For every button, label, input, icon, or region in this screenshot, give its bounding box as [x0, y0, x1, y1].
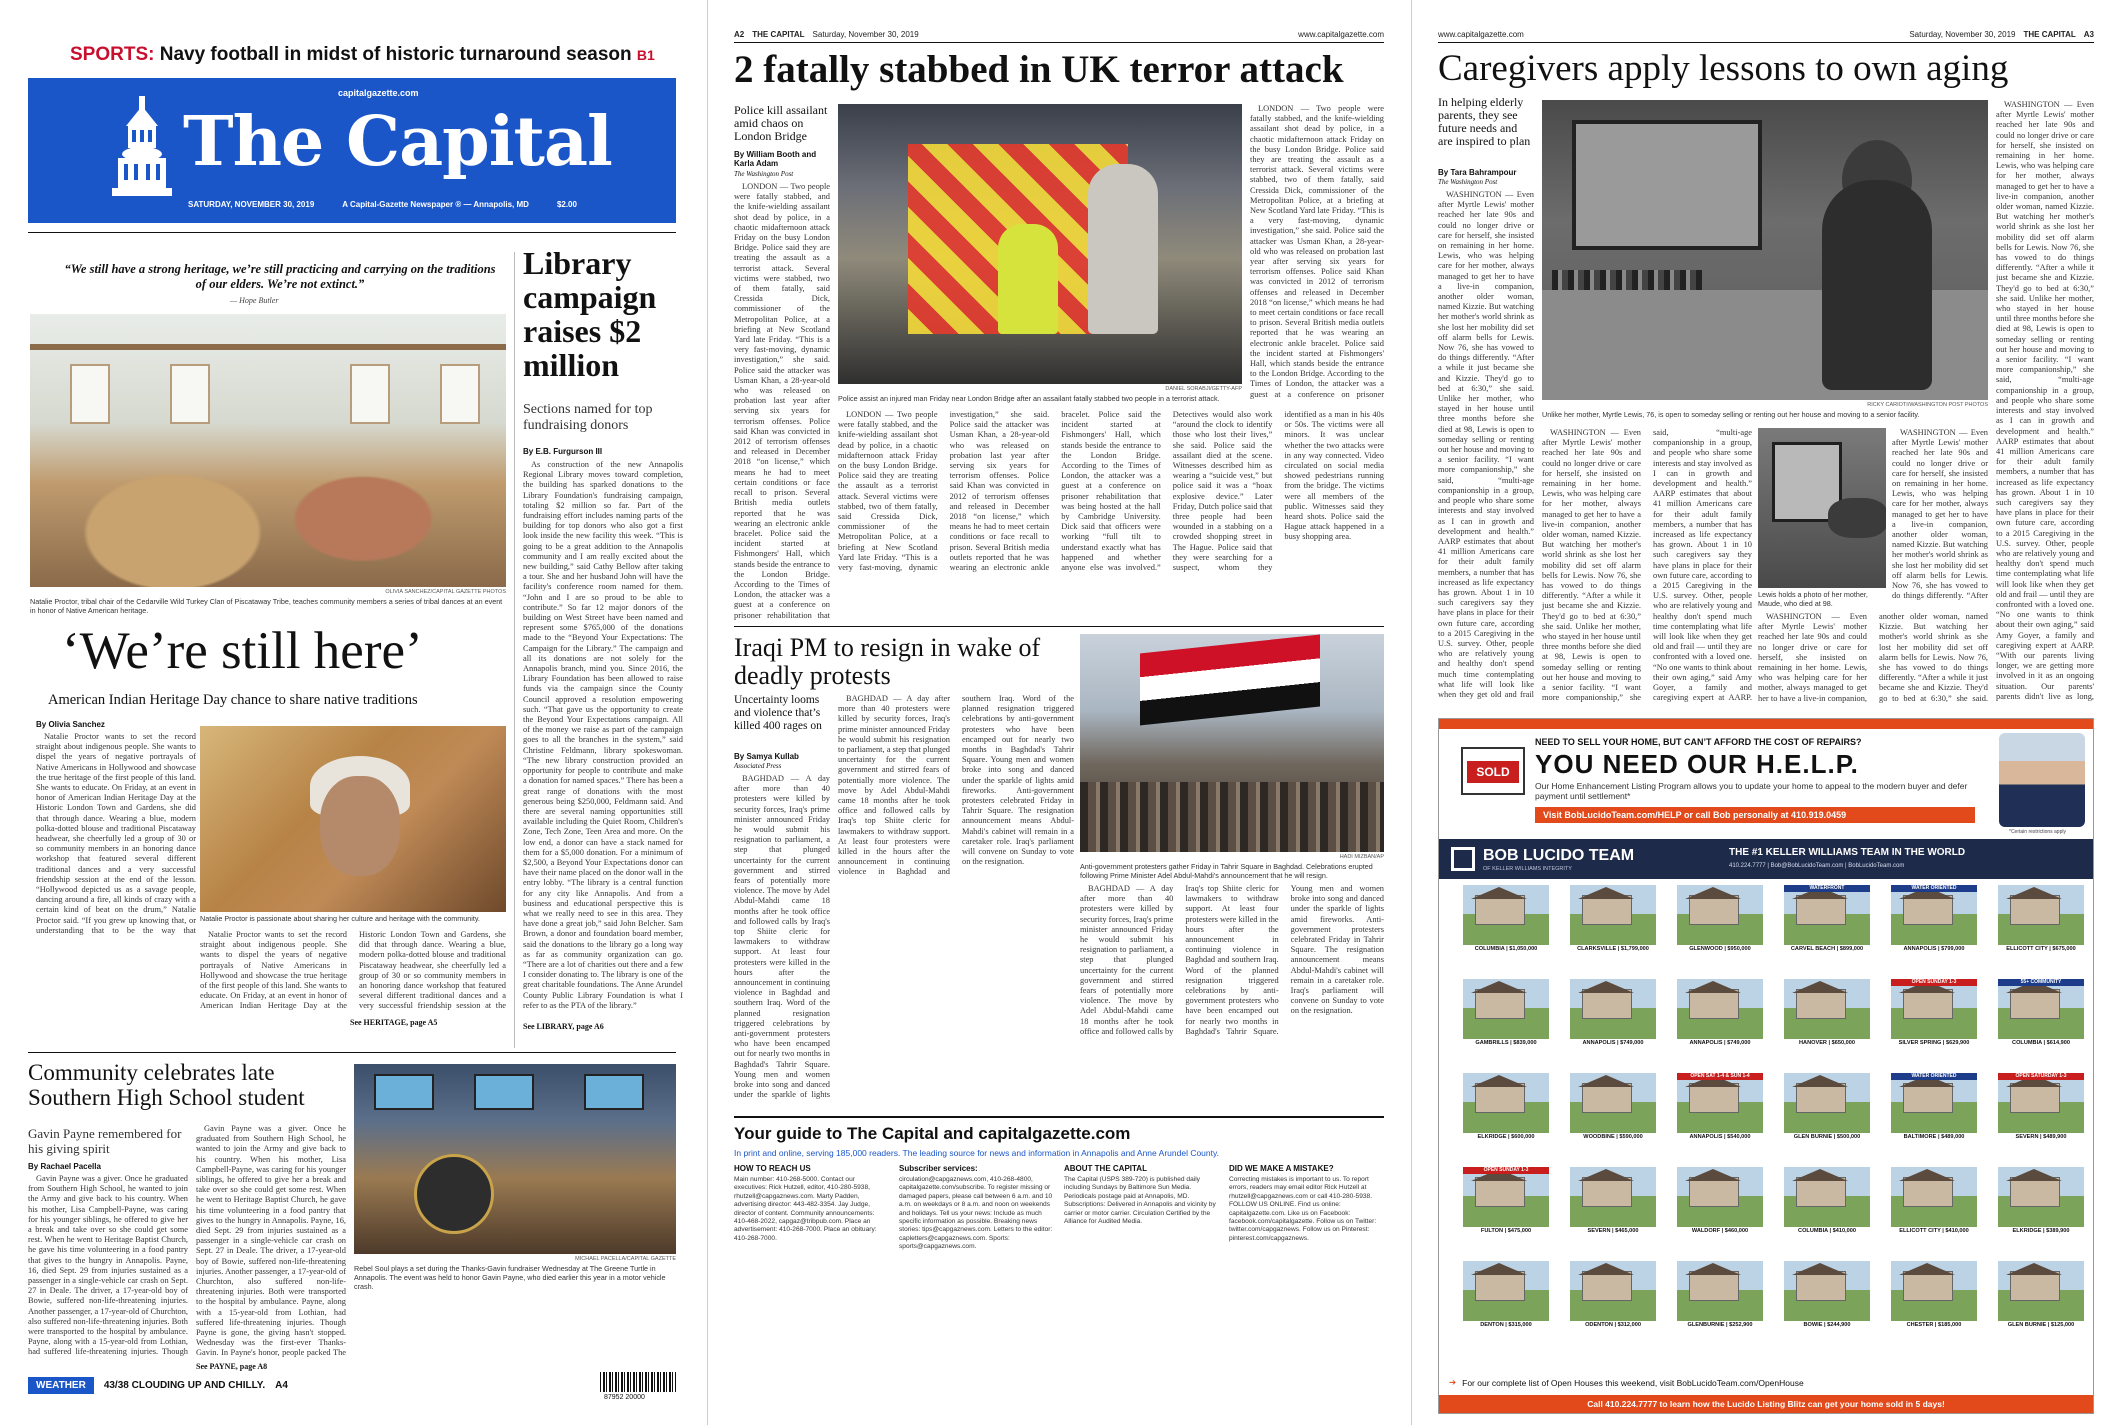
iraq-body-cols: [838, 694, 1074, 1108]
listing-banner: OPEN SUNDAY 1-3: [1463, 1167, 1549, 1174]
heritage-deck: American Indian Heritage Day chance to share native traditions: [48, 692, 418, 708]
guide-col-corrections: [1229, 1164, 1384, 1414]
house-photo: [1891, 1167, 1977, 1227]
page-gutter: [1411, 0, 1412, 1425]
weather-text: 43/38 CLOUDING UP AND CHILLY.: [103, 1379, 266, 1391]
listing-price: ANNAPOLIS | $749,000: [1689, 1040, 1751, 1046]
page-gutter: [707, 0, 708, 1425]
iraq-body-cont-text: BAGHDAD — A day after more than 40 protesters were killed by security forces, Iraq's prime minister announced Friday he would submit his resignation to parliament, a step that plunged uncertainty for the current government and stirred fears of potentially more violence. The move by Adel Abdul-Mahdi came 18 months after he took office and followed calls by Iraq's top Shiite cleric for lawmakers to withdraw support. At least four protesters were killed in the hours after the announcement in continuing violence in Baghdad and southern Iraq. Word of the planned resignation triggered celebrations by anti-government protesters who have been encamped out for nearly two months in Baghdad's Tahrir Square. Young men and women broke into song and danced under the sparkle of lights amid fireworks. Anti-government protesters celebrated Friday in Tahrir Square. The resignation announcement means Abdul-Mahdi's cabinet will remain in a caretaker role. Iraq's parliament will convene on Sunday to vote on the resignation.: [1080, 884, 1384, 1036]
listing-price: ELLICOTT CITY | $410,000: [1899, 1228, 1969, 1234]
listing-card[interactable]: [1891, 1167, 1977, 1235]
listing-price: COLUMBIA | $1,050,000: [1474, 946, 1538, 952]
listing-price: COLUMBIA | $410,000: [1798, 1228, 1856, 1234]
library-deck: Sections named for top fundraising donors: [523, 402, 653, 433]
barcode: [600, 1372, 676, 1392]
listing-card[interactable]: [1891, 1073, 1977, 1141]
house-photo: [1463, 1167, 1549, 1227]
listing-price: ANNAPOLIS | $799,000: [1903, 946, 1965, 952]
listing-price: GAMBRILLS | $839,000: [1475, 1040, 1537, 1046]
ad-cta[interactable]: Visit BobLucidoTeam.com/HELP or call Bob personally at 410.919.0459: [1535, 807, 1975, 823]
promo-text: Navy football in midst of historic turnaround season: [159, 44, 632, 65]
southern-jump[interactable]: See PAYNE, page A8: [196, 1362, 268, 1371]
listing-banner: OPEN SAT 1-4 & SUN 1-4: [1677, 1073, 1763, 1080]
listing-card[interactable]: [1677, 979, 1763, 1047]
listing-price: COLUMBIA | $614,900: [2012, 1040, 2070, 1046]
house-photo: [1463, 885, 1549, 945]
pull-quote: “We still have a strong heritage, we’re still practicing and carrying on the traditions of our elders. We’re not extinct.”: [64, 262, 496, 291]
myrtle-lewis-photo: [1542, 100, 1988, 400]
guide-col-about: [1064, 1164, 1219, 1414]
team-banner: [1439, 839, 2093, 879]
fundraiser-band-photo: [354, 1064, 676, 1254]
library-body: [523, 460, 683, 1020]
a2-folio: [734, 30, 919, 39]
listing-price: GLENWOOD | $950,000: [1689, 946, 1751, 952]
terror-body-cont: [838, 410, 1384, 620]
listing-price: ELKRIDGE | $600,000: [1477, 1134, 1535, 1140]
caregivers-photo-credit: RICKY CARIOTI/WASHINGTON POST PHOTOS: [1867, 402, 1988, 408]
listing-banner: 55+ COMMUNITY: [1998, 979, 2084, 986]
house-photo: [1677, 1261, 1763, 1321]
listing-price: GLEN BURNIE | $125,000: [2007, 1322, 2075, 1328]
a3-folio-rule: [1438, 42, 2094, 43]
team-contact[interactable]: 410.224.7777 | Bob@BobLucidoTeam.com | BobLucidoTeam.com: [1729, 863, 1905, 869]
listing-card[interactable]: [1891, 885, 1977, 953]
caregivers-body-cols: [1542, 428, 1752, 710]
house-photo: [1998, 1261, 2084, 1321]
caregivers-body-low: [1758, 612, 1988, 710]
iraq-body-cont: [1080, 884, 1384, 1108]
listing-price: GLENBURNIE | $252,900: [1687, 1322, 1753, 1328]
photo1-caption: Natalie Proctor, tribal chair of the Cedarville Wild Turkey Clan of Piscataway Tribe, teaches community members a series of tribal dances at an event in honor of Native American heritage.: [30, 597, 503, 615]
iraq-body-text: BAGHDAD — A day after more than 40 protesters were killed by security forces, Iraq's prime minister announced Friday he would submit his resignation to parliament, a step that plunged uncertainty for the current government and stirred fears of potentially more violence. The move by Adel Abdul-Mahdi came 18 months after he took office and followed calls by Iraq's top Shiite cleric for lawmakers to withdraw support. At least four protesters were killed in the hours after the announcement in continuing violence in Baghdad and southern Iraq. Word of the planned resignation triggered celebrations by anti-government protesters who have been encamped out for nearly two months in Baghdad's Tahrir Square. Young men and women broke into song and danced under the sparkle of lights: [734, 774, 830, 1100]
caregivers-body-col1: [1438, 190, 1534, 710]
caregivers-photo-caption: Unlike her mother, Myrtle Lewis, 76, is open to someday selling or renting out her house and moving to a senior facility.: [1542, 410, 1920, 419]
house-photo: [1570, 979, 1656, 1039]
library-body-text: As construction of the new Annapolis Regional Library moves toward completion, the building has sparked donations to the Library Foundation's fundraising campaign, totaling $2 million so far. Part of the fundraising effort includes naming parts of the building for top donors who also got a first look inside the new facility this week. “This is going to be a great addition to the Annapolis community and I am really excited about the new building,” said Cathy Bellow after taking a tour. She and her husband John will have the facility's conference room named for them. “John and I are so proud to be able to contribute.” So far 12 major donors of the building on West Street have been named and represent some $765,000 of the donations made to the “Beyond Your Expectations: The Campaign for the Library.” The campaign and all its donations are not solely for the Annapolis branch, mind you. Since 2016, the Library Foundation has been allowed to raise funds via the campaign since the County Council approved a resolution empowering such. “That gave us the opportunity to create the Beyond Your Expectations campaign. All of the money we raise as part of the campaign goes to all the branches in the system,” said Christine Feldmann, library spokeswoman. “The new library construction provided an opportunity for people to contribute and make a donation for named spaces.” There has been a great range of donations with the most generous being $250,000, Feldmann said. And there are several naming opportunities still available including the Quiet Room, Children's Zone, Tech Zone, Teen Area and more. On the low end, a donor can have a stack named for them for a $5,000 donation. For a minimum of $2,500, a Beyond Your Expectations donor can have their name placed on the donor wall in the entry lobby. “The library is a central function for any city like Annapolis. And from a business and educational perspective this is what we really need to see in this area. They have done a great job,” said John Belcher. Sam Brown, a donor and foundation board member, said the donations to the library go a long way as far as community organization can go. “There are a lot of charities out there and a few I consider donating to. The library is one of the great charitable foundations. The Anne Arundel County Public Library Foundation is what I refer to as the PTA of the library.”: [523, 460, 683, 1010]
iraq-byline: By Samya Kullab: [734, 752, 799, 761]
listing-price: SILVER SPRING | $629,900: [1898, 1040, 1970, 1046]
guide-rule: [734, 1116, 1384, 1118]
guide-col-head: DID WE MAKE A MISTAKE?: [1229, 1164, 1334, 1173]
caregivers-body-right: [1996, 100, 2094, 710]
arrow-icon: ➔: [1449, 1377, 1457, 1387]
listing-price: BALTIMORE | $489,000: [1903, 1134, 1965, 1140]
guide-col-subscriber: [899, 1164, 1054, 1414]
masthead-tagline: A Capital-Gazette Newspaper ® — Annapolis, MD: [342, 200, 529, 209]
heritage-body-col1: [36, 732, 196, 942]
weather-page: A4: [275, 1379, 288, 1391]
sports-promo[interactable]: [70, 44, 655, 66]
ad-text: Our Home Enhancement Listing Program allows you to update your home to appeal to the modern buyer and defer payment until settlement*: [1535, 781, 1968, 801]
listing-card[interactable]: [1784, 979, 1870, 1047]
guide-col-body: Main number: 410-268-5000. Contact our executives: Rick Hutzell, editor, 410-280-5938, rhutzell@capgaznews.com. Marty Padden, advertising director: 443-482-3354. Jay Judge, director of content. Community announcements: 410-468-2022, capgaz@tribpub.com. Place an advertisement: 410-268-7000. Place an obituary: 410-268-7000.: [734, 1176, 877, 1242]
heritage-headline[interactable]: ‘We’re still here’: [62, 622, 423, 680]
house-photo: [1463, 1073, 1549, 1133]
guide-col-reach: [734, 1164, 889, 1414]
dance-workshop-photo: [30, 314, 506, 587]
iraq-body-col1: [734, 774, 830, 1108]
a3-paper: THE CAPITAL: [2023, 30, 2076, 39]
terror-body-col1: [734, 182, 830, 622]
listing-banner: OPEN SATURDAY 1-3: [1998, 1073, 2084, 1080]
house-photo: [1784, 1261, 1870, 1321]
terror-body-text: LONDON — Two people were fatally stabbed, and the knife-wielding assailant shot dead by police, in a chaotic midafternoon attack Friday on the busy London Bridge. Police said they are treating the assault as a terrorist attack. Several victims were stabbed, two of them fatally, said Cressida Dick, commissioner of the Metropolitan Police, at a briefing at New Scotland Yard late Friday. “This is a very fast-moving, dynamic investigation,” she said. Police said the attacker was Usman Khan, a 28-year-old who was released on probation last year after serving six years for terrorism offenses. Police said Khan was convicted in 2012 of terrorism offenses and released in December 2018 “on license,” which means he had to meet certain conditions or face recall to prison. Several British media outlets reported that he was wearing an electronic ankle bracelet. Police said the incident started at Fishmongers' Hall, which stands beside the entrance to the London Bridge. According to the Times of London, the attacker was a guest at a conference on prisoner rehabilitation that: [734, 182, 830, 620]
caregivers-body-low-text: WASHINGTON — Even after Myrtle Lewis' mother reached her late 90s and could no longer drive or care for herself, she insisted on remaining in her home. Lewis, who was helping care for her mother, always managed to get her to have a live-in companion, another older woman, named Kizzie. But watching her mother's world shrink as she lost her mobility did set off alarm bells for Lewis. Now 76, she has vowed to do things differently. “After a while it just became she and Kizzie. They'd go to bed at 6:30,” she said.: [1758, 612, 1988, 703]
section-rule: [28, 1052, 676, 1053]
terror-photo-credit: DANIEL SORABJI/GETTY-AFP: [1165, 386, 1242, 392]
listing-card[interactable]: [1677, 885, 1763, 953]
listing-card[interactable]: [1570, 1167, 1656, 1235]
listing-price: SEVERN | $465,000: [1587, 1228, 1639, 1234]
weather-bar: [28, 1376, 288, 1394]
listing-card[interactable]: [1677, 1261, 1763, 1329]
front-page: [0, 0, 700, 1425]
terror-source: The Washington Post: [734, 170, 794, 178]
southern-photo-credit: MICHAEL PACELLA/CAPITAL GAZETTE: [575, 1256, 676, 1262]
listing-card[interactable]: [1570, 885, 1656, 953]
listing-price: ANNAPOLIS | $749,000: [1582, 1040, 1644, 1046]
page-a3: [1418, 0, 2114, 1425]
listing-banner: WATER ORIENTED: [1891, 885, 1977, 892]
ad-kicker: NEED TO SELL YOUR HOME, BUT CAN’T AFFORD THE COST OF REPAIRS?: [1535, 737, 1862, 747]
guide-col-body: circulation@capgaznews.com, 410-268-4800, capitalgazette.com/subscribe. To register missing or damaged papers, please call between 6 a.m. and 10 a.m. on weekdays or 8 a.m. and noon on weekends and holidays. Tell us your news: Include as much specific information as possible. Breaking news stories: tips@capgaznews.com. Letters to the editor: capletters@capgaznews.com. Sports: sports@capgaznews.com.: [899, 1176, 1053, 1251]
listing-card[interactable]: [1784, 885, 1870, 953]
masthead-date: SATURDAY, NOVEMBER 30, 2019: [188, 200, 315, 209]
house-photo: [1463, 979, 1549, 1039]
barcode-number: 87952 20000: [604, 1394, 645, 1401]
listing-card[interactable]: [1570, 1261, 1656, 1329]
state-house-icon: [112, 96, 172, 216]
a3-folio: [1909, 30, 2094, 39]
southern-body-text-cont: Gavin Payne was a giver. Once he graduated from Southern High School, he wanted to join the Army and give back to his country. When his mother, Lisa Campbell-Payne, was caring for his younger siblings, he offered to give her a break and take over so she could get some rest. When he went to Heritage Baptist Church, he gave his time volunteering in a food pantry that gives to the hungry in Annapolis. Payne, 16, died Sept. 29 from injuries sustained as a passenger in a single-vehicle car crash on Sept. 27 in Deale. The driver, a 17-year-old boy of Bowie, suffered non-life-threatening injuries. Another passenger, a 17-year-old of Churchton, also suffered non-life-threatening injuries. Both were transported to the hospital by ambulance. Payne, along with a 15-year-old from Lothian, had suffered life-threatening injuries. Though Payne is gone, the giving hasn't stopped. Wednesday was the first-ever Thanks-Gavin. In Payne's honor, people packed The: [196, 1124, 346, 1358]
terror-byline: By William Booth and Karla Adam: [734, 150, 817, 168]
listing-card[interactable]: [1998, 979, 2084, 1047]
promo-label: SPORTS:: [70, 44, 155, 65]
listing-card[interactable]: [1891, 1261, 1977, 1329]
library-byline: By E.B. Furgurson III: [523, 447, 603, 456]
listing-grid: [1445, 885, 2089, 1365]
house-photo: [1677, 1167, 1763, 1227]
terror-body-cont-text: LONDON — Two people were fatally stabbed, and the knife-wielding assailant shot dead by police, in a chaotic midafternoon attack Friday on the busy London Bridge. Police said they are treating the assault as a terrorist attack. Several victims were stabbed, two of them fatally, said Cressida Dick, commissioner of the Metropolitan Police, at a briefing at New Scotland Yard late Friday. “This is a very fast-moving, dynamic investigation,” she said. Police said the attacker was Usman Khan, a 28-year-old who was released on probation last year after serving six years for terrorism offenses. Police said Khan was convicted in 2012 of terrorism offenses and released in December 2018 “on license,” which means he had to meet certain conditions or face recall to prison. Several British media outlets reported that he was wearing an electronic ankle bracelet. Police said the incident started at Fishmongers' Hall, which stands beside the entrance to the London Bridge. According to the Times of London, the attacker was a guest at a conference on prisoner rehabilitation that was being hosted at the hall by Cambridge University. Dick said that officers were working “full tilt to understand exactly what has happened and whether anyone else was involved.” Detectives would also work “around the clock to identify those who lost their lives,” she said. Police said the assailant died at the scene. Witnesses described him as wearing a “suicide vest,” but police said it was a “hoax explosive device.” Later Friday, Dutch police said that three people had been wounded in a stabbing on a crowded shopping street in The Hague. Police said that they were searching for a suspect, whom they identified as a man in his 40s or 50s. The victims were all minors. It was unclear whether the two attacks were in any way connected. Video circulated on social media showed pedestrians running from the bridge. The victims were all members of the public. Witnesses said they heard shots. Police said the Hague attack happened in a busy shopping area.: [838, 410, 1384, 573]
caregivers-source: The Washington Post: [1438, 178, 1498, 186]
caregivers-body-cols-text: WASHINGTON — Even after Myrtle Lewis' mother reached her late 90s and could no longer drive or care for herself, she insisted on remaining in her home. Lewis, who was helping care for her mother, always managed to get her to have a live-in companion, another older woman, named Kizzie. But watching her mother's world shrink as she lost her mobility did set off alarm bells for Lewis. Now 76, she has vowed to do things differently. “After a while it just became she and Kizzie. They'd go to bed at 6:30,” she said. Unlike her mother, who stayed in her house until three months before she died at 98, Lewis is open to someday selling or renting out her house and moving to a senior facility. “I want more companionship,” she said, “multi-age companionship in a group, and people who share some interests and stay involved as I can in growth and development and health.” AARP estimates that about 41 million Americans care for their adult family members, a number that has increased as life expectancy has grown. About 1 in 10 such caregivers say they have plans in place for their own future care, according to a 2015 Caregiving in the U.S. survey. Other, people who are relatively young and healthy don't spend much time contemplating what life will look like when they get old and frail — until they are confronted with a loved one. “No one wants to think about their own aging,” said Amy Goyer, a family and caregiving expert at AARP.: [1542, 428, 1752, 703]
guide-subtitle: In print and online, serving 185,000 readers. The leading source for news and information in Annapolis and Anne Arundel County.: [734, 1148, 1219, 1158]
caregivers-body-mid-text: WASHINGTON — Even after Myrtle Lewis' mother reached her late 90s and could no longer drive or care for herself, she insisted on remaining in her home. Lewis, who was helping care for her mother, always managed to get her to have a live-in companion, another older woman, named Kizzie. But watching her mother's world shrink as she lost her mobility did set off alarm bells for Lewis. Now 76, she has vowed to do things differently. “After: [1892, 428, 1988, 601]
terror-body-side: [1250, 104, 1384, 404]
listing-card[interactable]: [1677, 1073, 1763, 1141]
guide-col-body: Correcting mistakes is important to us. To report errors, readers may email editor Rick Hutzell at rhutzell@capgaznews.com or call 410-280-5938. FOLLOW US ONLINE. Find us online: capitalgazette.com. Like us on Facebook: facebook.com/capitalgazette. Follow us on Twitter: twitter.com/capgaznews. Follow us on Pinterest: pinterest.com/capgaznews.: [1229, 1176, 1377, 1242]
ad-top-bar: [1439, 719, 2093, 729]
listing-price: CLARKSVILLE | $1,799,000: [1577, 946, 1649, 952]
heritage-jump[interactable]: See HERITAGE, page A5: [350, 1018, 438, 1027]
iraq-body-cols-text: BAGHDAD — A day after more than 40 protesters were killed by security forces, Iraq's prime minister announced Friday he would submit his resignation to parliament, a step that plunged uncertainty for the current government and stirred fears of potentially more violence. The move by Adel Abdul-Mahdi came 18 months after he took office and followed calls by Iraq's top Shiite cleric for lawmakers to withdraw support. At least four protesters were killed in the hours after the announcement in continuing violence in Baghdad and southern Iraq. Word of the planned resignation triggered celebrations by anti-government protesters who have been encamped out for nearly two months in Baghdad's Tahrir Square. Young men and women broke into song and danced under the sparkle of lights amid fireworks. Anti-government protesters celebrated Friday in Tahrir Square. The resignation announcement means Abdul-Mahdi's cabinet will remain in a caretaker role. Iraq's parliament will convene on Sunday to vote on the resignation.: [838, 694, 1074, 877]
listing-card[interactable]: [1570, 979, 1656, 1047]
listing-card[interactable]: [1677, 1167, 1763, 1235]
house-photo: [1998, 1167, 2084, 1227]
lucido-ad[interactable]: [1438, 718, 2094, 1414]
caregivers-body-right-text: WASHINGTON — Even after Myrtle Lewis' mother reached her late 90s and could no longer drive or care for herself, she insisted on remaining in her home. Lewis, who was helping care for her mother, always managed to get her to have a live-in companion, another older woman, named Kizzie. But watching her mother's world shrink as she lost her mobility did set off alarm bells for Lewis. Now 76, she has vowed to do things differently. “After a while it just became she and Kizzie. They'd go to bed at 6:30,” she said. Unlike her mother, who stayed in her house until three months before she died at 98, Lewis is open to someday selling or renting out her house and moving to a senior facility. “I want more companionship,” she said, “multi-age companionship in a group, and people who share some interests and stay involved as I can in growth and development and health.” AARP estimates that about 41 million Americans care for their adult family members, a number that has increased as life expectancy has grown. About 1 in 10 such caregivers say they have plans in place for their own future care, according to a 2015 Caregiving in the U.S. survey. Other, people who are relatively young and healthy don't spend much time contemplating what life will look like when they get old and frail — until they are confronted with a loved one. “No one wants to think about their own aging,” said Amy Goyer, a family and caregiving expert at AARP. “With our parents living longer, we are getting more involved in it as an ongoing situation. Our parents' parents didn't live as long,: [1996, 100, 2094, 701]
iraq-photo-credit: HADI MIZBAN/AP: [1339, 854, 1384, 860]
house-photo: [1891, 1261, 1977, 1321]
iraq-photo-caption: Anti-government protesters gather Friday in Tahrir Square in Baghdad. Celebrations erupted following Prime Minister Adel Abdul-Mahdi's announcement that he will resign.: [1080, 862, 1373, 880]
listing-price: ANNAPOLIS | $540,000: [1689, 1134, 1751, 1140]
team-subtitle: OF KELLER WILLIAMS INTEGRITY: [1483, 866, 1572, 872]
iraq-source: Associated Press: [734, 762, 782, 770]
house-photo: [1677, 885, 1763, 945]
listing-banner: WATERFRONT: [1784, 885, 1870, 892]
house-photo: [1998, 979, 2084, 1039]
listing-card[interactable]: [1463, 1073, 1549, 1141]
house-photo: [1677, 979, 1763, 1039]
house-photo: [1570, 1073, 1656, 1133]
house-photo: [1891, 979, 1977, 1039]
a2-paper: THE CAPITAL: [752, 30, 805, 39]
sold-label: SOLD: [1467, 761, 1519, 783]
southern-headline[interactable]: Community celebrates late Southern High School student: [28, 1060, 305, 1110]
listing-card[interactable]: [1891, 979, 1977, 1047]
listing-price: WOODBINE | $590,000: [1583, 1134, 1643, 1140]
listing-price: WALDORF | $460,000: [1691, 1228, 1749, 1234]
team-name: BOB LUCIDO TEAM: [1483, 847, 1635, 864]
listing-price: GLEN BURNIE | $500,000: [1793, 1134, 1861, 1140]
listing-card[interactable]: [1998, 1261, 2084, 1329]
caregivers-byline: By Tara Bahrampour: [1438, 168, 1517, 177]
caregivers-body-mid: [1892, 428, 1988, 610]
masthead: [28, 78, 676, 223]
guide-col-body: The Capital (USPS 389-720) is published daily including Sundays by Baltimore Sun Media. Periodicals postage paid at Annapolis, MD. Subscriptions: Delivered in Annapolis and vicinity by carrier or motor carrier. Circulation Certified by the Alliance for Audited Media.: [1064, 1176, 1216, 1226]
house-photo: [1784, 979, 1870, 1039]
a3-page-number: A3: [2083, 30, 2094, 39]
house-photo: [1891, 885, 1977, 945]
house-photo: [1891, 1073, 1977, 1133]
heritage-body-text: Natalie Proctor wants to set the record straight about indigenous people. She wants to dispel the years of negative portrayals of Native Americans in Hollywood and showcase the true heritage of the first people of this land. She wants to educate. On Friday, at an event in honor of American Indian Heritage Day at the Historic London Town and Gardens, she did that through dance. Wearing a blue, modern polka-dotted blouse and traditional Piscataway headwear, she cheerfully led a group of 30 or so community members in an honoring dance workshop that featured several different traditional dances and a very successful friendship session at the end of the lesson. “Hollywood depicted us as a savage people, dancing around a fire, all kinds of crazy with a certain kind of beat on the drum,” Natalie Proctor said. “If you grew up knowing that, or understanding that to be the way that: [36, 732, 196, 935]
southern-photo-caption: Rebel Soul plays a set during the Thanks-Gavin fundraiser Wednesday at The Greene Turtle in Annapolis. The event was held to honor Gavin Payne, who died earlier this year in a motor vehicle crash.: [354, 1264, 666, 1291]
listing-card[interactable]: [1463, 1261, 1549, 1329]
listing-price: ODENTON | $312,000: [1585, 1322, 1641, 1328]
listing-card[interactable]: [1998, 885, 2084, 953]
weather-label: WEATHER: [28, 1377, 94, 1394]
house-photo: [1570, 885, 1656, 945]
masthead-url[interactable]: capitalgazette.com: [338, 88, 419, 98]
house-photo: [1784, 1167, 1870, 1227]
southern-byline: By Rachael Pacella: [28, 1162, 101, 1171]
masthead-title[interactable]: The Capital: [183, 102, 612, 182]
iraq-headline[interactable]: Iraqi PM to resign in wake of deadly protests: [734, 633, 1041, 690]
terror-body-side-text: LONDON — Two people were fatally stabbed, and the knife-wielding assailant shot dead by police, in a chaotic midafternoon attack Friday on the busy London Bridge. Police said they are treating the assault as a terrorist attack. Several victims were stabbed, two of them fatally, said Cressida Dick, commissioner of the Metropolitan Police, at a briefing at New Scotland Yard late Friday. “This is a very fast-moving, dynamic investigation,” she said. Police said the attacker was Usman Khan, a 28-year-old who was released on probation last year after serving six years for terrorism offenses. Police said Khan was convicted in 2012 of terrorism offenses and released in December 2018 “on license,” which means he had to meet certain conditions or face recall to prison. Several British media outlets reported that he was wearing an electronic ankle bracelet. Police said the incident started at Fishmongers' Hall, which stands beside the entrance to the London Bridge. According to the Times of London, the attacker was a guest at a conference on prisoner: [1250, 104, 1384, 399]
a2-url[interactable]: www.capitalgazette.com: [1298, 30, 1384, 39]
a2-section-rule: [734, 626, 1384, 627]
agent-portrait: [1999, 733, 2085, 827]
southern-body-col2: [196, 1124, 346, 1360]
ad-footer-link: For our complete list of Open Houses this weekend, visit BobLucidoTeam.com/OpenHouse: [1462, 1377, 1804, 1388]
iraq-deck: Uncertainty looms and violence that’s killed 400 rages on: [734, 694, 822, 732]
guide-columns: [734, 1164, 1384, 1414]
ad-footer-bar[interactable]: Call 410.224.7777 to learn how the Lucido Listing Blitz can get your home sold in 5 days!: [1439, 1395, 2093, 1413]
listing-card[interactable]: [1463, 885, 1549, 953]
caregivers-deck: In helping elderly parents, they see future needs and are inspired to plan: [1438, 95, 1531, 148]
listing-card[interactable]: [1463, 979, 1549, 1047]
library-headline[interactable]: Library campaign raises $2 million: [523, 245, 657, 383]
listing-card[interactable]: [1570, 1073, 1656, 1141]
proctor-portrait-photo: [200, 726, 506, 912]
listing-card[interactable]: [1784, 1073, 1870, 1141]
heritage-body-text-cont: Natalie Proctor wants to set the record straight about indigenous people. She wants to dispel the years of negative portrayals of Native Americans in Hollywood and showcase the true heritage of the first people of this land. She wants to educate. On Friday, at an event in honor of American Indian Heritage Day at the Historic London Town and Gardens, she did that through dance. Wearing a blue, modern polka-dotted blouse and traditional Piscataway headwear, she cheerfully led a group of 30 or so community members in an honoring dance workshop that featured several different traditional dances and a very successful friendship session at the: [200, 930, 506, 1011]
masthead-dateline: [188, 200, 577, 209]
a2-folio-rule: [734, 42, 1384, 43]
team-rank: THE #1 KELLER WILLIAMS TEAM IN THE WORLD: [1729, 847, 1966, 858]
listing-price: CARVEL BEACH | $899,000: [1790, 946, 1864, 952]
column-divider: [514, 252, 515, 1048]
listing-price: HANOVER | $650,000: [1799, 1040, 1855, 1046]
terror-headline[interactable]: 2 fatally stabbed in UK terror attack: [734, 48, 1344, 91]
a3-date: Saturday, November 30, 2019: [1909, 30, 2016, 39]
a3-url[interactable]: www.capitalgazette.com: [1438, 30, 1524, 39]
sold-sign-icon: [1461, 747, 1525, 795]
listing-card[interactable]: [1998, 1167, 2084, 1235]
ad-headline: YOU NEED OUR H.E.L.P.: [1535, 749, 1859, 779]
tahrir-square-photo: [1080, 634, 1384, 852]
house-photo: [1998, 1073, 2084, 1133]
caregivers-headline[interactable]: Caregivers apply lessons to own aging: [1438, 48, 2009, 89]
guide-col-head: HOW TO REACH US: [734, 1164, 811, 1173]
listing-banner: WATER ORIENTED: [1891, 1073, 1977, 1080]
listing-price: CHESTER | $185,000: [1906, 1322, 1962, 1328]
caregivers-photo2-caption: Lewis holds a photo of her mother, Maude, who died at 98.: [1758, 590, 1868, 608]
caregivers-body-text: WASHINGTON — Even after Myrtle Lewis' mother reached her late 90s and could no longer drive or care for herself, she insisted on remaining in her home. Lewis, who was helping care for her mother, always managed to get her to have a live-in companion, another older woman, named Kizzie. But watching her mother's world shrink as she lost her mobility did set off alarm bells for Lewis. Now 76, she has vowed to do things differently. “After a while it just became she and Kizzie. They'd go to bed at 6:30,” she said. Unlike her mother, who stayed in her house until three months before she died at 98, Lewis is open to someday selling or renting out her house and moving to a senior facility. “I want more companionship,” she said, “multi-age companionship in a group, and people who share some interests and stay involved as I can in growth and development and health.” AARP estimates that about 41 million Americans care for their adult family members, a number that has increased as life expectancy has grown. About 1 in 10 such caregivers say they have plans in place for their own future care, according to a 2015 Caregiving in the U.S. survey. Other, people who are relatively young and healthy don't spend much time contemplating what life will look like when they get old and frail: [1438, 190, 1534, 699]
a2-page-number: A2: [734, 30, 745, 39]
guide-col-head: Subscriber services:: [899, 1164, 978, 1173]
house-photo: [1570, 1167, 1656, 1227]
house-photo: [1463, 1261, 1549, 1321]
house-photo: [1570, 1261, 1656, 1321]
southern-body-text: Gavin Payne was a giver. Once he graduated from Southern High School, he wanted to join the Army and give back to his country. When his mother, Lisa Campbell-Payne, was caring for his younger siblings, he offered to give her a break and take over so she could get some rest. When he went to Heritage Baptist Church, he gave his time volunteering in a food pantry that gives to the hungry in Annapolis. Payne, 16, died Sept. 29 from injuries sustained as a passenger in a single-vehicle car crash on Sept. 27 in Deale. The driver, a 17-year-old boy of Bowie, suffered non-life-threatening injuries. Another passenger, a 17-year-old of Churchton, also suffered non-life-threatening injuries. Both were transported to the hospital by ambulance. Payne, along with a 15-year-old from Lothian, had suffered life-threatening injuries. Though: [28, 1174, 188, 1357]
team-logo-icon: [1451, 847, 1475, 871]
listing-price: ELLICOTT CITY | $675,000: [2006, 946, 2076, 952]
house-photo: [1784, 1073, 1870, 1133]
listing-price: SEVERN | $489,900: [2015, 1134, 2067, 1140]
london-bridge-photo: [838, 104, 1242, 384]
maude-photo: [1758, 428, 1886, 588]
promo-page: B1: [636, 47, 655, 63]
listing-price: ELKRIDGE | $389,900: [2012, 1228, 2070, 1234]
house-photo: [1784, 885, 1870, 945]
listing-card[interactable]: [1784, 1261, 1870, 1329]
listing-price: FULTON | $475,000: [1480, 1228, 1532, 1234]
southern-deck: Gavin Payne remembered for his giving spirit: [28, 1126, 182, 1156]
library-jump[interactable]: See LIBRARY, page A6: [523, 1022, 604, 1031]
listing-banner: OPEN SUNDAY 1-3: [1891, 979, 1977, 986]
a2-date: Saturday, November 30, 2019: [812, 30, 919, 39]
ad-fine-print: *Certain restrictions apply: [2009, 829, 2066, 835]
listing-card[interactable]: [1463, 1167, 1549, 1235]
photo2-caption: Natalie Proctor is passionate about sharing her culture and heritage with the community.: [200, 914, 480, 923]
guide-col-head: ABOUT THE CAPITAL: [1064, 1164, 1147, 1173]
quote-attribution: — Hope Butler: [230, 296, 279, 305]
listing-card[interactable]: [1998, 1073, 2084, 1141]
southern-body-col1: [28, 1174, 188, 1360]
guide-title[interactable]: Your guide to The Capital and capitalgazette.com: [734, 1124, 1131, 1143]
house-photo: [1677, 1073, 1763, 1133]
masthead-price: $2.00: [556, 200, 577, 209]
terror-photo-caption: Police assist an injured man Friday near London Bridge after an assailant fatally stabbed two people in a terrorist attack.: [838, 394, 1220, 403]
listing-price: DENTON | $315,000: [1480, 1322, 1532, 1328]
open-house-line[interactable]: [1449, 1377, 2085, 1388]
page-a2: [714, 0, 1404, 1425]
terror-deck: Police kill assailant amid chaos on London Bridge: [734, 103, 828, 143]
masthead-rule: [28, 232, 676, 233]
listing-card[interactable]: [1784, 1167, 1870, 1235]
house-photo: [1998, 885, 2084, 945]
photo1-credit: OLIVIA SANCHEZ/CAPITAL GAZETTE PHOTOS: [385, 589, 506, 595]
listing-price: BOWIE | $244,900: [1803, 1322, 1851, 1328]
heritage-byline: By Olivia Sanchez: [36, 720, 105, 729]
heritage-body-cont: [200, 930, 506, 1014]
